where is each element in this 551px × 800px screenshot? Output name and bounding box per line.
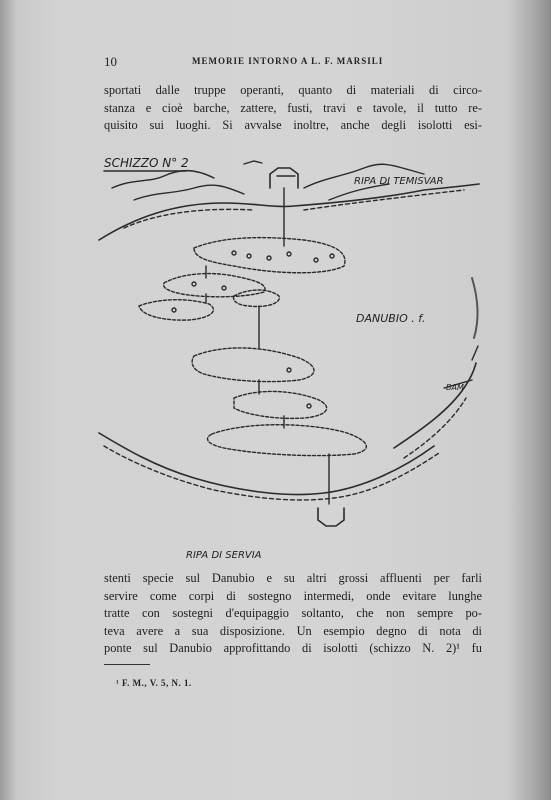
text-line: quisito sui luoghi. Si avvalse inoltre, anche degli isolotti esi- bbox=[104, 118, 482, 133]
text-line: stanza e cioè barche, zattere, fusti, travi e tavole, il tutto re- bbox=[104, 100, 482, 115]
running-head bbox=[104, 54, 484, 70]
text-line: servire come corpi di sostegno intermedi, onde evitare lunghe bbox=[104, 588, 482, 603]
footnote: ¹ F. M., V. 5, N. 1. bbox=[116, 678, 192, 688]
text-line: tratte con sostegni d'equipaggio soltanto, che non sempre po- bbox=[104, 606, 482, 621]
text-line: stenti specie sul Danubio e su altri grossi affluenti per farli bbox=[104, 571, 482, 585]
bridge-sketch bbox=[94, 148, 489, 561]
label-bottom-bank: RIPA DI SERVIA bbox=[186, 550, 262, 561]
running-head-title: MEMORIE INTORNO A L. F. MARSILI bbox=[192, 56, 384, 66]
bottom-paragraph bbox=[104, 570, 482, 658]
page-number: 10 bbox=[104, 54, 117, 69]
text-line: sportati dalle truppe operanti, quanto di materiali di circo- bbox=[104, 83, 482, 97]
sketch-title: SCHIZZO N° 2 bbox=[104, 156, 189, 170]
text-line: teva avere a sua disposizione. Un esempio degno di nota di bbox=[104, 623, 482, 638]
footnote-divider bbox=[104, 664, 150, 665]
top-paragraph bbox=[104, 82, 482, 135]
label-river: DANUBIO . f. bbox=[356, 312, 426, 325]
text-line: ponte sul Danubio approfittando di isolotti (schizzo N. 2)¹ fu bbox=[104, 641, 482, 656]
label-top-bank: RIPA DI TEMISVAR bbox=[354, 176, 444, 187]
label-right-bank: BAM bbox=[446, 383, 464, 392]
